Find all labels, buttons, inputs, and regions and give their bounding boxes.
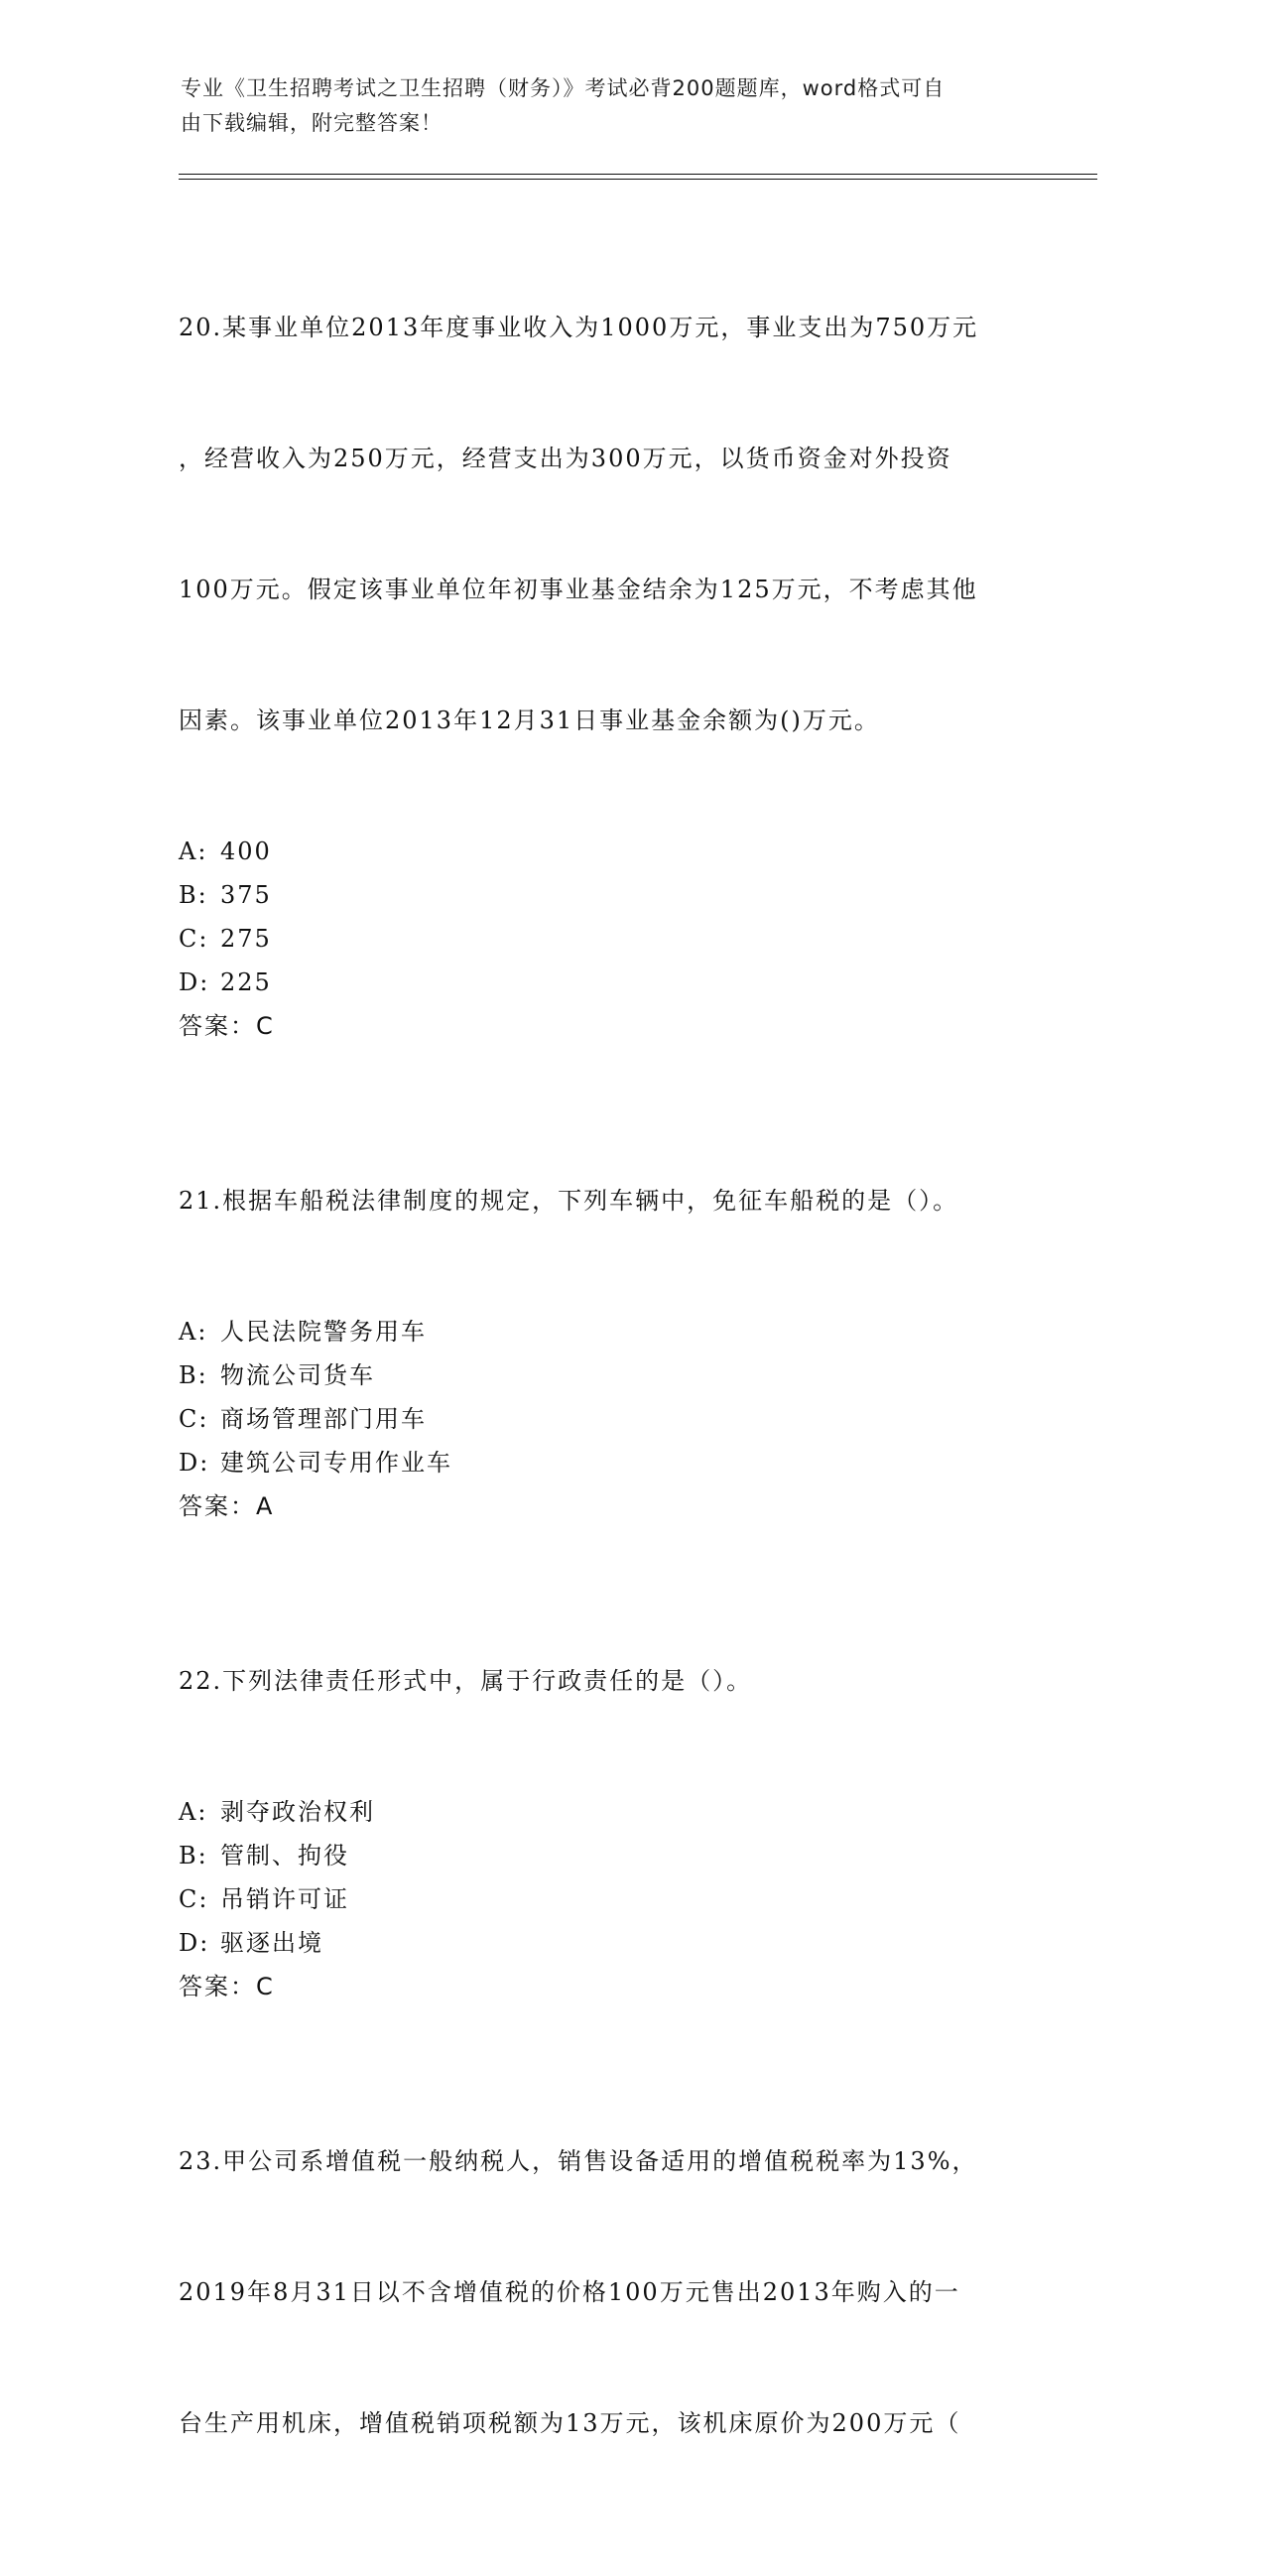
option-d: [179, 961, 1052, 1004]
question-item: [179, 1572, 1052, 2008]
option-a: [179, 830, 1052, 873]
option-key: B:: [179, 1842, 208, 1869]
option-key: B:: [179, 881, 208, 909]
stem-line: 22.下列法律责任形式中，属于行政责任的是（）。: [179, 1667, 753, 1695]
option-key: C:: [179, 1885, 209, 1913]
option-text: 225: [220, 968, 272, 996]
option-text: 人民法院警务用车: [220, 1318, 427, 1346]
question-item: [179, 218, 1052, 1048]
header-line-2: 由下载编辑，附完整答案！: [181, 111, 443, 135]
option-d: [179, 1921, 1052, 1965]
answer-line: 答案：C: [179, 1012, 275, 1040]
option-key: C:: [179, 925, 209, 953]
header-line-1: 专业《卫生招聘考试之卫生招聘（财务）》考试必背200题题库，word格式可自: [181, 76, 946, 100]
option-text: 管制、拘役: [220, 1842, 349, 1869]
option-b: [179, 1834, 1052, 1877]
option-key: A:: [179, 1798, 208, 1826]
option-key: C:: [179, 1405, 209, 1433]
answer-line: 答案：A: [179, 1492, 275, 1520]
option-text: 物流公司货车: [220, 1361, 375, 1389]
stem-line: 台生产用机床，增值税销项税额为13万元，该机床原价为200万元（: [179, 2409, 961, 2437]
option-c: [179, 917, 1052, 961]
question-list: [179, 218, 1052, 2576]
question-stem: [179, 2052, 1052, 2532]
stem-line: 23.甲公司系增值税一般纳税人，销售设备适用的增值税税率为13%，: [179, 2147, 978, 2175]
question-item: [179, 1092, 1052, 1528]
answer-line: 答案：C: [179, 1973, 275, 2000]
option-text: 275: [220, 925, 272, 953]
stem-line: 21.根据车船税法律制度的规定，下列车辆中，免征车船税的是（）。: [179, 1187, 959, 1215]
header-divider-bottom: [179, 179, 1097, 180]
option-text: 吊销许可证: [220, 1885, 349, 1913]
option-text: 商场管理部门用车: [220, 1405, 427, 1433]
option-a: [179, 1790, 1052, 1834]
question-stem: [179, 1092, 1052, 1310]
option-b: [179, 1353, 1052, 1397]
option-key: D:: [179, 1929, 210, 1957]
option-c: [179, 1877, 1052, 1921]
stem-line: 20.某事业单位2013年度事业收入为1000万元，事业支出为750万元: [179, 314, 979, 341]
option-text: 建筑公司专用作业车: [220, 1449, 452, 1477]
question-stem: [179, 1572, 1052, 1790]
option-c: [179, 1397, 1052, 1441]
option-d: [179, 1441, 1052, 1484]
option-key: D:: [179, 968, 210, 996]
option-text: 剥夺政治权利: [220, 1798, 375, 1826]
question-item: [179, 2052, 1052, 2532]
option-b: [179, 873, 1052, 917]
stem-line: 因素。该事业单位2013年12月31日事业基金余额为()万元。: [179, 707, 880, 734]
document-header: [181, 71, 1054, 141]
stem-line: 2019年8月31日以不含增值税的价格100万元售出2013年购入的一: [179, 2278, 960, 2306]
option-text: 400: [220, 837, 272, 865]
option-key: D:: [179, 1449, 210, 1477]
header-divider-top: [179, 174, 1097, 175]
option-text: 375: [220, 881, 272, 909]
option-a: [179, 1310, 1052, 1353]
question-stem: [179, 218, 1052, 830]
option-key: B:: [179, 1361, 208, 1389]
stem-line: ，经营收入为250万元，经营支出为300万元，以货币资金对外投资: [179, 445, 952, 472]
option-text: 驱逐出境: [220, 1929, 323, 1957]
stem-line: 100万元。假定该事业单位年初事业基金结余为125万元，不考虑其他: [179, 576, 978, 603]
option-key: A:: [179, 837, 208, 865]
option-key: A:: [179, 1318, 208, 1346]
